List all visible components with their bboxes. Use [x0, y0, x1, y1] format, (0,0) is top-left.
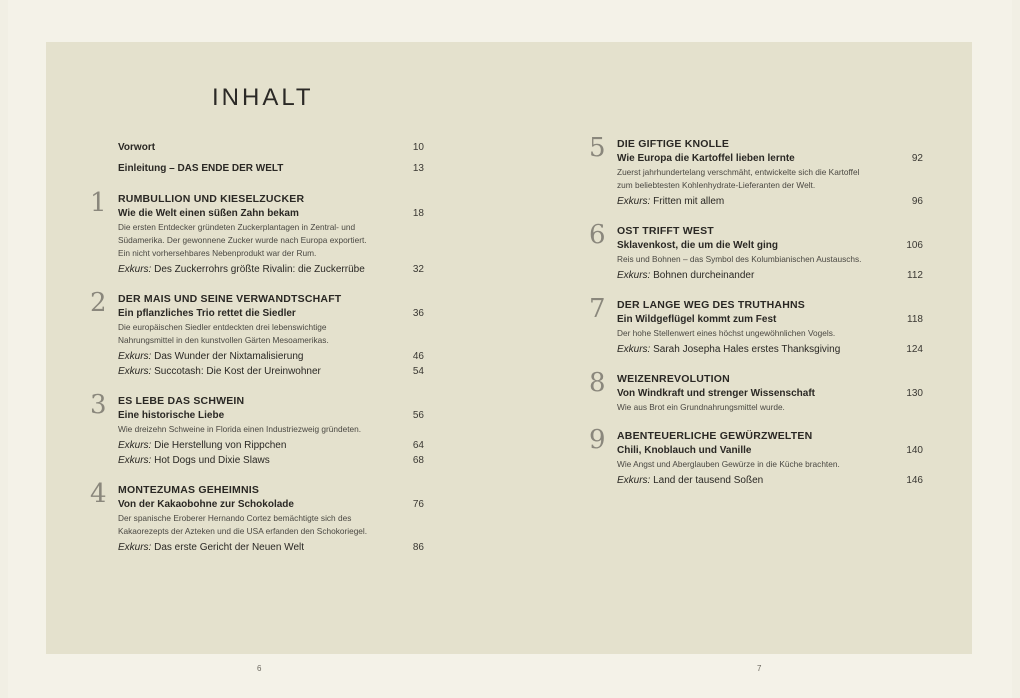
chapter-desc-line: Die europäischen Siedler entdeckten drei lebenswichtige [118, 322, 327, 332]
exkurs-page: 54 [412, 366, 424, 377]
exkurs-page: 64 [412, 440, 424, 451]
exkurs-title: Hot Dogs und Dixie Slaws [154, 455, 270, 466]
chapter-page: 106 [906, 240, 923, 251]
exkurs-title: Fritten mit allem [653, 196, 725, 207]
chapter-page: 18 [412, 208, 424, 219]
chapter-number: 1 [90, 188, 107, 218]
exkurs-entry[interactable] [617, 342, 923, 357]
page-number-left: 6 [257, 664, 262, 673]
exkurs-title: Des Zuckerrohrs größte Rivalin: die Zuckerrübe [154, 264, 365, 275]
chapter-number: 4 [90, 479, 107, 509]
chapter-head: MONTEZUMAS GEHEIMNIS [118, 484, 260, 496]
chapter-page: 130 [906, 388, 923, 399]
exkurs-title: Das Wunder der Nixtamalisierung [154, 351, 304, 362]
chapter-entry[interactable] [90, 390, 424, 468]
entry-label: Einleitung – DAS ENDE DER WELT [118, 163, 284, 174]
chapter-desc-line: Wie dreizehn Schweine in Florida einen Industriezweig gründeten. [118, 424, 362, 434]
chapter-number: 2 [90, 288, 107, 318]
chapter-head: WEIZENREVOLUTION [617, 373, 730, 385]
exkurs-title: Succotash: Die Kost der Ureinwohner [154, 366, 321, 377]
exkurs-page: 46 [412, 351, 424, 362]
exkurs-title: Bohnen durcheinander [653, 270, 755, 281]
exkurs-prefix: Exkurs: [118, 264, 152, 275]
exkurs-prefix: Exkurs: [617, 344, 651, 355]
exkurs-page: 96 [911, 196, 923, 207]
chapter-entry[interactable] [589, 294, 923, 357]
exkurs-entry[interactable] [617, 194, 923, 209]
chapter-desc-line: zum beliebtesten Kohlenhydrate-Lieferanten der Welt. [617, 180, 816, 190]
exkurs-entry[interactable] [617, 268, 923, 283]
chapter-subtitle: Chili, Knoblauch und Vanille [617, 445, 752, 456]
exkurs-entry[interactable] [617, 473, 923, 488]
exkurs-title: Das erste Gericht der Neuen Welt [154, 542, 305, 553]
exkurs-prefix: Exkurs: [118, 455, 152, 466]
exkurs-prefix: Exkurs: [118, 542, 152, 553]
chapter-entry[interactable] [90, 288, 424, 379]
chapter-entry[interactable] [589, 220, 923, 283]
chapter-number: 7 [589, 294, 606, 324]
chapter-subtitle: Ein pflanzliches Trio rettet die Siedler [118, 308, 296, 319]
chapter-desc-line: Reis und Bohnen – das Symbol des Kolumbianischen Austauschs. [617, 254, 862, 264]
chapter-head: RUMBULLION UND KIESELZUCKER [118, 193, 305, 205]
exkurs-page: 146 [906, 475, 923, 486]
exkurs-entry[interactable] [118, 453, 424, 468]
page-title: INHALT [212, 84, 314, 111]
exkurs-page: 32 [412, 264, 424, 275]
exkurs-entry[interactable] [118, 364, 424, 379]
exkurs-prefix: Exkurs: [118, 351, 152, 362]
exkurs-page: 124 [906, 344, 923, 355]
chapter-number: 8 [589, 368, 606, 398]
chapter-subtitle: Ein Wildgeflügel kommt zum Fest [617, 314, 777, 325]
exkurs-page: 86 [412, 542, 424, 553]
contents-left-column [90, 140, 424, 555]
chapter-head: DER MAIS UND SEINE VERWANDTSCHAFT [118, 293, 342, 305]
chapter-desc-line: Wie Angst und Aberglauben Gewürze in die Küche brachten. [617, 459, 840, 469]
contents-right-column [589, 133, 923, 488]
exkurs-title: Sarah Josepha Hales erstes Thanksgiving [653, 344, 841, 355]
chapter-desc-line: Der spanische Eroberer Hernando Cortez bemächtigte sich des [118, 513, 352, 523]
chapter-subtitle: Von der Kakaobohne zur Schokolade [118, 499, 294, 510]
chapter-desc-line: Zuerst jahrhundertelang verschmäht, entwickelte sich die Kartoffel [617, 167, 860, 177]
exkurs-prefix: Exkurs: [617, 475, 651, 486]
chapter-desc-line: Der hohe Stellenwert eines höchst ungewöhnlichen Vogels. [617, 328, 836, 338]
chapter-number: 3 [90, 390, 107, 420]
chapter-head: ABENTEUERLICHE GEWÜRZWELTEN [617, 430, 813, 442]
chapter-head: DIE GIFTIGE KNOLLE [617, 138, 730, 150]
chapter-number: 6 [589, 220, 606, 250]
chapter-entry[interactable] [90, 188, 424, 277]
chapter-subtitle: Eine historische Liebe [118, 410, 225, 421]
chapter-page: 118 [907, 314, 923, 325]
exkurs-prefix: Exkurs: [617, 196, 651, 207]
chapter-head: ES LEBE DAS SCHWEIN [118, 395, 245, 407]
front-entry[interactable] [118, 140, 424, 155]
chapter-desc-line: Die ersten Entdecker gründeten Zuckerplantagen in Zentral- und [118, 222, 356, 232]
chapter-subtitle: Sklavenkost, die um die Welt ging [617, 240, 778, 251]
chapter-head: OST TRIFFT WEST [617, 225, 714, 237]
exkurs-prefix: Exkurs: [118, 366, 152, 377]
chapter-desc-line: Kakaorezepts der Azteken und die USA erfanden den Schokoriegel. [118, 526, 368, 536]
chapter-head: DER LANGE WEG DES TRUTHAHNS [617, 299, 805, 311]
exkurs-entry[interactable] [118, 262, 424, 277]
chapter-subtitle: Von Windkraft und strenger Wissenschaft [617, 388, 815, 399]
exkurs-title: Land der tausend Soßen [653, 475, 764, 486]
chapter-page: 92 [911, 153, 923, 164]
chapter-entry[interactable] [589, 133, 923, 209]
exkurs-title: Die Herstellung von Rippchen [154, 440, 287, 451]
chapter-desc-line: Nahrungsmittel in den kunstvollen Gärten Mesoamerikas. [118, 335, 329, 345]
exkurs-entry[interactable] [118, 438, 424, 453]
chapter-subtitle: Wie die Welt einen süßen Zahn bekam [118, 208, 299, 219]
entry-page: 10 [412, 142, 424, 153]
exkurs-page: 112 [907, 270, 923, 281]
chapter-number: 9 [589, 425, 606, 455]
entry-label: Vorwort [118, 142, 156, 153]
chapter-page: 140 [906, 445, 923, 456]
chapter-entry[interactable] [589, 425, 923, 488]
exkurs-entry[interactable] [118, 349, 424, 364]
chapter-page: 56 [412, 410, 424, 421]
chapter-subtitle: Wie Europa die Kartoffel lieben lernte [617, 153, 795, 164]
chapter-number: 5 [589, 133, 606, 163]
chapter-entry[interactable] [589, 368, 923, 414]
exkurs-entry[interactable] [118, 540, 424, 555]
chapter-page: 36 [412, 308, 424, 319]
front-entry[interactable] [118, 161, 424, 176]
chapter-entry[interactable] [90, 479, 424, 555]
chapter-desc-line: Wie aus Brot ein Grundnahrungsmittel wurde. [617, 402, 785, 412]
chapter-desc-line: Südamerika. Der gewonnene Zucker wurde nach Europa exportiert. [118, 235, 367, 245]
chapter-page: 76 [412, 499, 424, 510]
exkurs-page: 68 [412, 455, 424, 466]
page-number-right: 7 [757, 664, 762, 673]
exkurs-prefix: Exkurs: [118, 440, 152, 451]
entry-page: 13 [412, 163, 424, 174]
exkurs-prefix: Exkurs: [617, 270, 651, 281]
chapter-desc-line: Ein nicht vorhersehbares Nebenprodukt war der Rum. [118, 248, 317, 258]
